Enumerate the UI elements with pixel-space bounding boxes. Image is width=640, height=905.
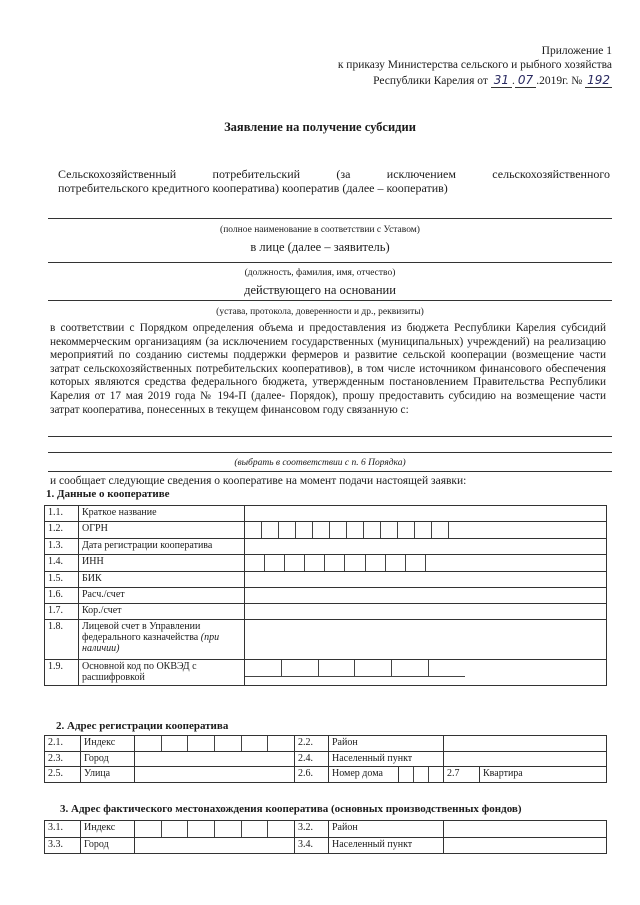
treasury-account-input[interactable] — [245, 620, 607, 660]
row-number: 1.3. — [45, 539, 79, 555]
order-reference: к приказу Министерства сельского и рыбного хозяйства — [337, 59, 612, 71]
ogrn-input[interactable] — [245, 522, 607, 539]
table-row — [45, 838, 607, 854]
row-number: 1.4. — [45, 555, 79, 572]
row-number: 1.8. — [45, 620, 79, 660]
row-label: Улица — [81, 767, 135, 783]
short-name-input[interactable] — [245, 506, 607, 522]
row-number: 3.1. — [45, 821, 81, 838]
reg-street-input[interactable] — [135, 767, 295, 783]
row-number: 1.9. — [45, 660, 79, 686]
row-label: ОГРН — [79, 522, 245, 539]
row-label: Населенный пункт — [329, 838, 444, 854]
row-number: 1.6. — [45, 588, 79, 604]
bik-input[interactable] — [245, 572, 607, 588]
request-paragraph: в соответствии с Порядком определения объема и предоставления из бюджета Республики Карелия субсидий некоммерческим организациям (за исключением государственных (муниципальных) учреждений) на реализацию мероприятий по созданию системы поддержки фермеров и развитие сельской кооперации (возмещение части затрат сельскохозяйственных потребительских кооперативов), в том числе источником финансового обеспечения которых являются средства федерального бюджета, утвержденным постановлением Правительства Республики Карелия от 17 мая 2019 года № 194-П (далее- Порядок), прошу предоставить субсидию на возмещение части затрат кооператива, понесенных в текущем финансовом году связанную с: — [50, 322, 606, 416]
subsidy-purpose-field[interactable] — [48, 436, 612, 437]
row-number: 2.7 — [444, 767, 480, 783]
reg-district-input[interactable] — [444, 736, 607, 752]
registration-date-input[interactable] — [245, 539, 607, 555]
subsidy-purpose-field-2[interactable] — [48, 452, 612, 453]
row-number: 1.5. — [45, 572, 79, 588]
row-number: 2.2. — [295, 736, 329, 752]
row-label: БИК — [79, 572, 245, 588]
row-label: Основной код по ОКВЭД с расшифровкой — [79, 660, 245, 686]
actual-city-input[interactable] — [135, 838, 295, 854]
row-label: Лицевой счет в Управлении федерального казначейства (при наличии) — [79, 620, 245, 660]
row-number: 1.2. — [45, 522, 79, 539]
registration-address-table — [44, 735, 607, 783]
documents-caption: (устава, протокола, доверенности и др., реквизиты) — [216, 307, 424, 317]
position-caption: (должность, фамилия, имя, отчество) — [244, 268, 396, 278]
reg-settlement-input[interactable] — [444, 752, 607, 767]
order-day: 31 — [491, 73, 512, 88]
row-label: ИНН — [79, 555, 245, 572]
row-label: Краткое название — [79, 506, 245, 522]
row-label: Город — [81, 752, 135, 767]
acting-basis-text: действующего на основании — [244, 283, 396, 297]
table-row — [45, 604, 607, 620]
subsidy-purpose-field-3[interactable] — [48, 471, 612, 472]
row-number: 1.1. — [45, 506, 79, 522]
row-number: 1.7. — [45, 604, 79, 620]
row-number: 3.4. — [295, 838, 329, 854]
table-row — [45, 555, 607, 572]
order-date-line: Республики Карелия от 31 . 07 .2019г. № 192 — [373, 73, 610, 87]
table-row — [45, 522, 607, 539]
appendix-label: Приложение 1 — [541, 45, 612, 57]
table-row — [45, 572, 607, 588]
row-number: 2.1. — [45, 736, 81, 752]
correspondent-account-input[interactable] — [245, 604, 607, 620]
reg-city-input[interactable] — [135, 752, 295, 767]
choose-caption: (выбрать в соответствии с п. 6 Порядка) — [234, 458, 406, 468]
row-label: Расч./счет — [79, 588, 245, 604]
table-row — [45, 660, 607, 686]
documents-field[interactable] — [48, 300, 612, 301]
row-label: Населенный пункт — [329, 752, 444, 767]
row-label: Город — [81, 838, 135, 854]
reg-house-input[interactable] — [399, 767, 444, 783]
row-number: 2.6. — [295, 767, 329, 783]
section1-title: 1. Данные о кооперативе — [46, 488, 170, 500]
row-label: Дата регистрации кооператива — [79, 539, 245, 555]
inn-input[interactable] — [245, 555, 607, 572]
table-row — [45, 620, 607, 660]
intro-line-1: Сельскохозяйственный потребительский (за исключением сельскохозяйственного — [58, 167, 610, 181]
table-row — [45, 588, 607, 604]
okved-input[interactable] — [245, 660, 607, 686]
section2-title: 2. Адрес регистрации кооператива — [56, 720, 229, 732]
row-label: Кор./счет — [79, 604, 245, 620]
order-month: 07 — [515, 73, 536, 88]
full-name-caption: (полное наименование в соответствии с Уставом) — [220, 225, 420, 235]
actual-index-input[interactable] — [135, 821, 295, 838]
row-label: Индекс — [81, 821, 135, 838]
actual-address-table — [44, 820, 607, 854]
reg-index-input[interactable] — [135, 736, 295, 752]
represented-by-text: в лице (далее – заявитель) — [250, 240, 390, 254]
row-label: Район — [329, 821, 444, 838]
table-row — [45, 821, 607, 838]
row-label: Индекс — [81, 736, 135, 752]
row-number: 2.4. — [295, 752, 329, 767]
table-row — [45, 506, 607, 522]
position-field[interactable] — [48, 262, 612, 263]
page-title: Заявление на получение субсидии — [224, 120, 416, 134]
row-label: Район — [329, 736, 444, 752]
order-number: 192 — [587, 73, 610, 87]
row-number: 2.3. — [45, 752, 81, 767]
section3-title: 3. Адрес фактического местонахождения кооператива (основных производственных фондов) — [60, 803, 522, 815]
table-row — [45, 767, 607, 783]
actual-settlement-input[interactable] — [444, 838, 607, 854]
settlement-account-input[interactable] — [245, 588, 607, 604]
full-name-field[interactable] — [48, 218, 612, 219]
cooperative-data-table — [44, 505, 607, 686]
row-number: 3.3. — [45, 838, 81, 854]
actual-district-input[interactable] — [444, 821, 607, 838]
row-label: Квартира — [480, 767, 607, 783]
table-row — [45, 752, 607, 767]
intro-line-2: потребительского кредитного кооператива) кооператив (далее – кооператив) — [58, 181, 448, 195]
table-row — [45, 736, 607, 752]
row-number: 3.2. — [295, 821, 329, 838]
row-label: Номер дома — [329, 767, 399, 783]
row-number: 2.5. — [45, 767, 81, 783]
table-row — [45, 539, 607, 555]
informs-text: и сообщает следующие сведения о кооперативе на момент подачи настоящей заявки: — [50, 475, 467, 487]
